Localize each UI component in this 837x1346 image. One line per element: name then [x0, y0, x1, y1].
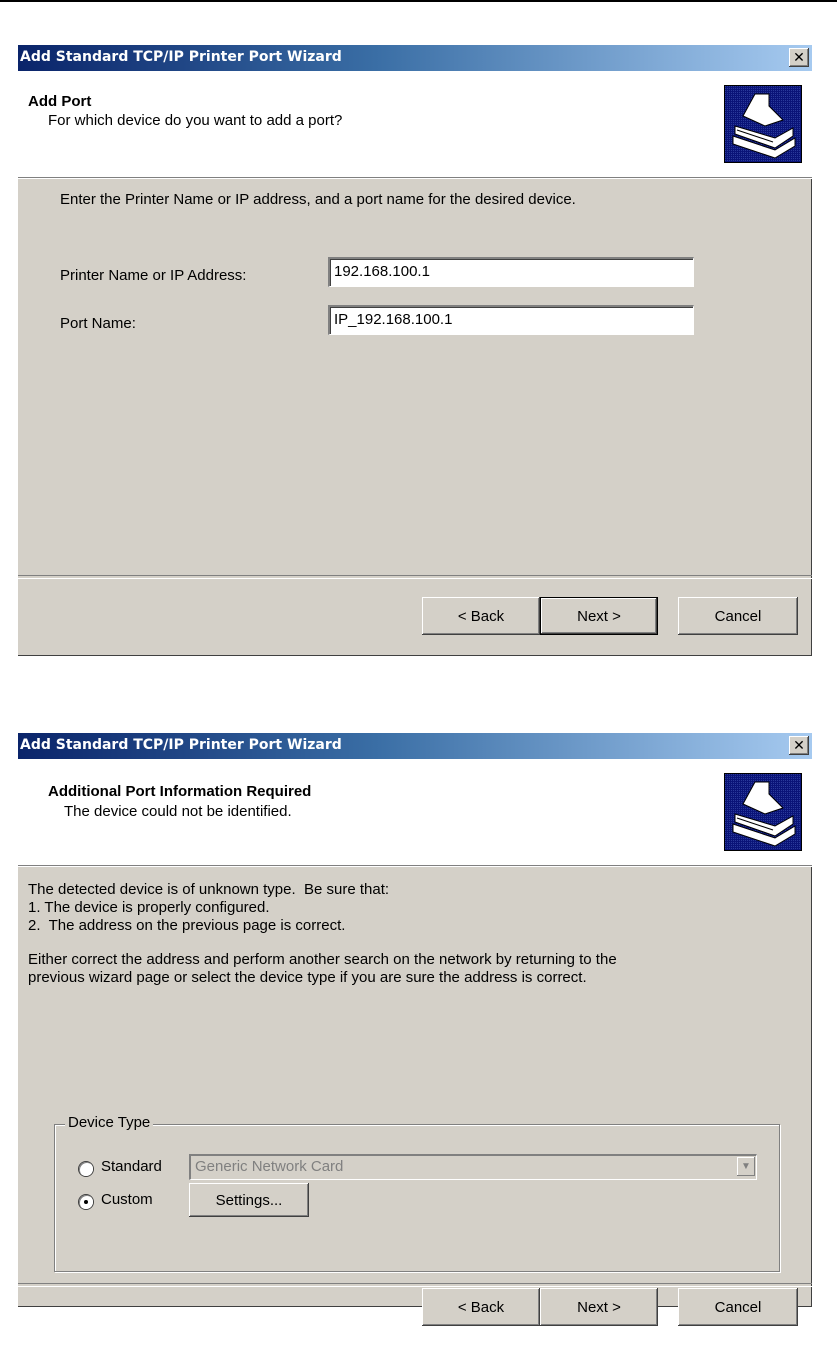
- chevron-down-icon[interactable]: ▼: [737, 1157, 755, 1176]
- cancel-button[interactable]: Cancel: [678, 1288, 798, 1326]
- window-title: Add Standard TCP/IP Printer Port Wizard: [20, 49, 342, 65]
- back-button[interactable]: < Back: [422, 597, 540, 635]
- back-button[interactable]: < Back: [422, 1288, 540, 1326]
- printer-name-input[interactable]: 192.168.100.1: [328, 257, 694, 287]
- title-bar: [18, 45, 812, 71]
- standard-device-select[interactable]: [189, 1154, 757, 1180]
- custom-radio[interactable]: [79, 1195, 93, 1209]
- page-top-rule: [0, 0, 837, 2]
- wizard-header: [18, 71, 812, 178]
- cancel-button[interactable]: Cancel: [678, 597, 798, 635]
- device-type-group: [54, 1114, 780, 1272]
- port-name-input[interactable]: IP_192.168.100.1: [328, 305, 694, 335]
- paragraph2-line1: Either correct the address and perform another search on the network by returning to the: [28, 951, 617, 968]
- paragraph1-line1: The detected device is of unknown type. Be sure that:: [28, 881, 390, 898]
- separator: [18, 1283, 812, 1287]
- separator: [18, 575, 812, 579]
- printer-wizard-icon: [724, 85, 802, 163]
- paragraph1-line2: 1. The device is properly configured.: [28, 899, 270, 916]
- header-title: Additional Port Information Required: [48, 783, 312, 800]
- header-title: Add Port: [28, 93, 92, 110]
- instruction-text: Enter the Printer Name or IP address, and a port name for the desired device.: [60, 191, 576, 208]
- next-button[interactable]: Next >: [540, 1288, 658, 1326]
- standard-label[interactable]: Standard: [101, 1158, 162, 1175]
- header-subtitle: For which device do you want to add a port?: [48, 112, 343, 129]
- wizard-header: [18, 759, 812, 866]
- title-bar: [18, 733, 812, 759]
- paragraph2-line2: previous wizard page or select the device type if you are sure the address is correct.: [28, 969, 587, 986]
- paragraph1-line3: 2. The address on the previous page is correct.: [28, 917, 346, 934]
- next-button[interactable]: Next >: [540, 597, 658, 635]
- port-name-label: Port Name:: [60, 315, 136, 332]
- header-subtitle: The device could not be identified.: [64, 803, 292, 820]
- printer-name-label: Printer Name or IP Address:: [60, 267, 247, 284]
- custom-label[interactable]: Custom: [101, 1191, 153, 1208]
- device-type-legend: Device Type: [65, 1114, 153, 1131]
- window-title: Add Standard TCP/IP Printer Port Wizard: [20, 737, 342, 753]
- printer-wizard-icon: [724, 773, 802, 851]
- close-icon[interactable]: ✕: [789, 48, 809, 67]
- additional-info-dialog: [18, 733, 812, 1307]
- settings-button[interactable]: Settings...: [189, 1183, 309, 1217]
- add-port-dialog: [18, 45, 812, 656]
- close-icon[interactable]: ✕: [789, 736, 809, 755]
- standard-device-value: Generic Network Card: [195, 1158, 344, 1175]
- standard-radio[interactable]: [79, 1162, 93, 1176]
